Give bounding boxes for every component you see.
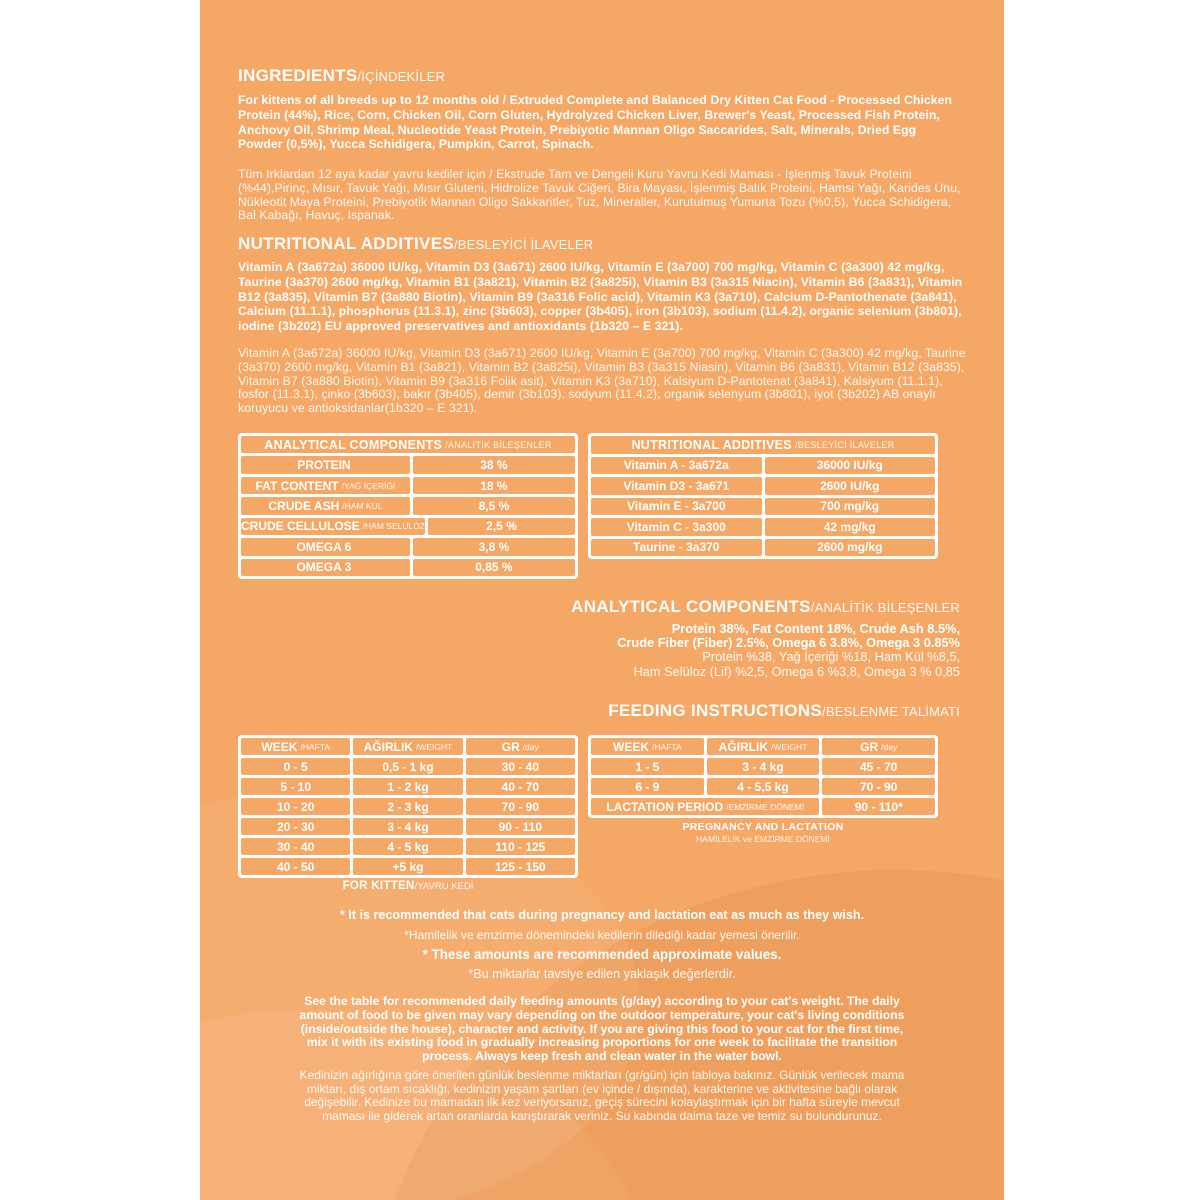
cell-weight: 3 - 4 kg <box>707 758 820 775</box>
row-value: 38 % <box>413 456 575 473</box>
table-row <box>591 518 935 536</box>
cell-week: 1 - 5 <box>591 758 704 775</box>
footnote-pregnancy-tr: *Hamilelik ve emzirme dönemindeki kedilerin dilediği kadar yemesi önerilir. <box>404 928 800 942</box>
header-grams <box>822 738 935 755</box>
cell-week: 0 - 5 <box>241 758 350 775</box>
cell-week: 10 - 20 <box>241 798 350 815</box>
footnote-pregnancy-en: * It is recommended that cats during pregnancy and lactation eat as much as they wish. <box>339 908 865 922</box>
row-label-en: OMEGA 3 <box>296 560 352 575</box>
row-label-en: FAT CONTENT <box>255 478 339 493</box>
header-weight-main: AĞIRLIK <box>718 739 768 754</box>
table-header-row <box>241 738 575 755</box>
table-row <box>591 498 935 516</box>
ingredients-heading-en: INGREDIENTS <box>238 66 358 85</box>
cell-grams: 110 - 125 <box>466 838 575 855</box>
additives-table-title-en: NUTRITIONAL ADDITIVES <box>631 437 792 452</box>
table-row <box>241 798 575 815</box>
pregnancy-table-caption <box>588 821 938 844</box>
pregnancy-caption-en: PREGNANCY AND LACTATION <box>682 821 844 833</box>
ingredients-text-tr: Tüm Irklardan 12 aya kadar yavru kediler için / Ekstrude Tam ve Dengeli Kuru Yavru Kedi Maması - İşlenmiş Tavuk Proteini (%44),Pirinç, Mısır, Tavuk Yağı, Mısır Gluteni, Hidrolize Tavuk Ciğeri, Bira Mayası, İşlenmiş Balık Proteini, Hamsi Yağı, Karides Unu, Nükleotit Maya Proteini, Prebiyotik Mannan Oligo Sakkaritler, Tuz, Mineraller, Kurutulmuş Yumurta Tozu (%0,5), Yucca Schidigera, Bal Kabağı, Havuç, Ispanak. <box>238 167 961 223</box>
cell-grams: 70 - 90 <box>822 778 935 795</box>
analytical-table-title-en: ANALYTICAL COMPONENTS <box>264 437 443 452</box>
row-label: Vitamin A - 3a672a <box>591 457 762 475</box>
row-value: 36000 IU/kg <box>765 457 936 475</box>
table-row <box>591 758 935 775</box>
table-row <box>241 538 575 555</box>
row-value: 0,85 % <box>413 559 575 576</box>
header-grams-sub: /day <box>522 741 539 752</box>
table-row <box>241 456 575 473</box>
feeding-note-tr: Kedinizin ağırlığına göre önerilen günlük beslenme miktarları (gr/gün) için tabloya bakınız. Günlük verilecek mama miktarı, dış ortam sıcaklığı, kedinizin yaşam şartları (ev içinde / dışında), karakterine ve aktivitesine bağlı olarak değişebilir. Kedinize bu mamadan ilk kez veriyorsanız, geçiş sürecini kolaylaştırmak için bir hafta süreyle mevcut maması ile giderek artan oranlarda karıştırarak veriniz. Su kabında daima taze ve temiz su bulundurunuz. <box>299 1068 905 1123</box>
cell-grams: 30 - 40 <box>466 758 575 775</box>
analytical-summary-text <box>540 622 960 679</box>
table-row <box>241 778 575 795</box>
header-grams-main: GR <box>860 739 879 754</box>
cell-weight: +5 kg <box>353 858 462 875</box>
cell-grams: 40 - 70 <box>466 778 575 795</box>
table-row <box>591 539 935 557</box>
row-label-en: OMEGA 6 <box>296 539 352 554</box>
row-label: Vitamin C - 3a300 <box>591 518 762 536</box>
row-value: 8,5 % <box>413 497 575 514</box>
table-row <box>591 778 935 795</box>
footnote-approx-en: * These amounts are recommended approximate values. <box>422 947 782 962</box>
nutritional-additives-heading-tr: /BESLEYİCİ İLAVELER <box>453 237 594 252</box>
lactation-label-en: LACTATION PERIOD <box>606 799 724 814</box>
cell-grams: 45 - 70 <box>822 758 935 775</box>
row-label-tr: /HAM SELÜLOZ <box>362 521 426 532</box>
summary-line: Ham Selüloz (Lif) %2,5, Omega 6 %3,8, Omega 3 % 0,85 <box>633 663 960 679</box>
row-label-en: PROTEIN <box>297 458 351 473</box>
lactation-label-tr: /EMZİRME DÖNEMİ <box>726 801 805 812</box>
row-label-tr: /HAM KÜL <box>342 500 383 511</box>
row-label-tr: /YAĞ İÇERİĞİ <box>341 480 396 491</box>
kitten-caption-tr: /YAVRU KEDİ <box>414 881 474 892</box>
row-label-en: CRUDE CELLULOSE <box>241 519 360 534</box>
cell-grams: 125 - 150 <box>466 858 575 875</box>
header-grams-sub: /day <box>881 741 898 752</box>
cell-weight: 2 - 3 kg <box>353 798 462 815</box>
lactation-value: 90 - 110* <box>822 798 935 815</box>
pregnancy-caption-tr: HAMİLELİK ve EMZİRME DÖNEMİ <box>696 834 830 844</box>
header-weight <box>353 738 462 755</box>
table-row <box>241 477 575 494</box>
ingredients-heading <box>238 66 445 86</box>
cell-weight: 1 - 2 kg <box>353 778 462 795</box>
row-label: Taurine - 3a370 <box>591 539 762 557</box>
analytical-summary-heading <box>571 597 960 617</box>
pregnancy-feeding-table <box>588 735 938 818</box>
analytical-summary-heading-en: ANALYTICAL COMPONENTS <box>571 597 811 616</box>
cell-week: 5 - 10 <box>241 778 350 795</box>
cell-weight: 0,5 - 1 kg <box>353 758 462 775</box>
cell-grams: 90 - 110 <box>466 818 575 835</box>
row-value: 2600 IU/kg <box>765 477 936 495</box>
table-row <box>241 559 575 576</box>
table-row <box>591 457 935 475</box>
nutritional-additives-heading <box>238 234 593 254</box>
feeding-heading-en: FEEDING INSTRUCTIONS <box>608 701 823 720</box>
header-week-sub: /HAFTA <box>300 741 330 752</box>
additives-table-title-tr: /BESLEYİCİ İLAVELER <box>794 439 895 450</box>
header-week <box>591 738 704 755</box>
ingredients-heading-tr: /İÇİNDEKİLER <box>357 69 446 84</box>
nutritional-additives-table <box>588 433 938 559</box>
cell-weight: 3 - 4 kg <box>353 818 462 835</box>
cell-week: 20 - 30 <box>241 818 350 835</box>
row-value: 18 % <box>413 477 575 494</box>
header-week-sub: /HAFTA <box>652 741 682 752</box>
label-content <box>200 0 1004 1200</box>
header-grams <box>466 738 575 755</box>
table-row <box>241 758 575 775</box>
nutritional-additives-heading-en: NUTRITIONAL ADDITIVES <box>238 234 454 253</box>
cell-week: 40 - 50 <box>241 858 350 875</box>
cell-week: 30 - 40 <box>241 838 350 855</box>
analytical-table-title <box>241 436 575 453</box>
analytical-table-title-tr: /ANALİTİK BİLEŞENLER <box>445 439 552 450</box>
summary-line: Protein %38, Yağ İçeriği %18, Ham Kül %8,5, <box>702 649 960 665</box>
header-grams-main: GR <box>501 739 520 754</box>
row-label: Vitamin D3 - 3a671 <box>591 477 762 495</box>
row-value: 2,5 % <box>428 518 575 535</box>
row-value: 3,8 % <box>413 538 575 555</box>
table-title-row <box>591 436 935 454</box>
kitten-feeding-table <box>238 735 578 878</box>
summary-line: Protein 38%, Fat Content 18%, Crude Ash 8.5%, <box>671 621 960 636</box>
lactation-row <box>591 798 935 815</box>
header-weight-sub: /WEIGHT <box>771 741 808 752</box>
nutritional-additives-text-en: Vitamin A (3a672a) 36000 IU/kg, Vitamin D3 (3a671) 2600 IU/kg, Vitamin E (3a700) 700 mg/kg, Vitamin C (3a300) 42 mg/kg, Taurine (3a370) 2600 mg/kg, Vitamin B1 (3a821), Vitamin B2 (3a825i), Vitamin B3 (3a315 Niacin), Vitamin B6 (3a831), Vitamin B12 (3a835), Vitamin B7 (3a880 Biotin), Vitamin B9 (3a316 Folic acid), Vitamin K3 (3a710), Calcium D-Pantothenate (3a841), Calcium (11.1.1), phosphorus (11.3.1), zinc (3b603), copper (3b405), iron (3b103), sodium (11.4.2), organic selenium (3b801), iodine (3b202) EU approved preservatives and antioxidants (1b320 – E 321). <box>238 260 963 334</box>
analytical-summary-heading-tr: /ANALİTİK BİLEŞENLER <box>810 600 960 615</box>
feeding-note-en: See the table for recommended daily feeding amounts (g/day) according to your cat's weight. The daily amount of food to be given may vary depending on the outdoor temperature, your cat's living conditions (inside/outside the house), character and activity. If you are giving this food to your cat for the first time, mix it with its existing food in gradually increasing proportions for one week to facilitate the transition process. Always keep fresh and clean water in the water bowl. <box>299 994 905 1064</box>
kitten-table-caption <box>238 876 578 894</box>
analytical-components-table <box>238 433 578 579</box>
table-row <box>241 818 575 835</box>
row-label <box>241 559 410 576</box>
row-value: 700 mg/kg <box>765 498 936 516</box>
footnote-approx-tr: *Bu miktarlar tavsiye edilen yaklaşık değerlerdir. <box>468 967 736 981</box>
table-row <box>241 838 575 855</box>
row-label <box>241 456 410 473</box>
header-week-main: WEEK <box>261 739 298 754</box>
cell-weight: 4 - 5 kg <box>353 838 462 855</box>
header-weight-main: AĞIRLIK <box>363 739 413 754</box>
row-label <box>241 538 410 555</box>
row-label <box>241 518 425 535</box>
row-value: 42 mg/kg <box>765 518 936 536</box>
row-value: 2600 mg/kg <box>765 539 936 557</box>
table-row <box>241 497 575 514</box>
header-weight-sub: /WEIGHT <box>415 741 453 752</box>
row-label <box>241 477 410 494</box>
row-label <box>241 497 410 514</box>
nutritional-additives-text-tr: Vitamin A (3a672a) 36000 IU/kg, Vitamin D3 (3a671) 2600 IU/kg, Vitamin E (3a700) 700 mg/kg, Vitamin C (3a300) 42 mg/kg, Taurine (3a370) 2600 mg/kg, Vitamin B1 (3a821), Vitamin B2 (3a825i), Vitamin B3 (3a315 Niasin), Vitamin B6 (3a831), Vitamin B12 (3a835), Vitamin B7 (3a880 Biotin), Vitamin B9 (3a316 Folik asit), Vitamin K3 (3a710), Kalsiyum D-Pantotenat (3a841), Kalsiyum (11.1.1), fosfor (11.3.1), çinko (3b603), bakır (3b405), demir (3b103), sodyum (11.4.2), organik selenyum (3b801), iyot (3b202) AB onaylı koruyucu ve antioksidanlar(1b320 – E 321). <box>238 346 966 416</box>
lactation-label <box>591 798 819 815</box>
cell-weight: 4 - 5,5 kg <box>707 778 820 795</box>
ingredients-text-en: For kittens of all breeds up to 12 months old / Extruded Complete and Balanced Dry Kitten Cat Food - Processed Chicken Protein (44%), Rice, Corn, Chicken Oil, Corn Gluten, Hydrolyzed Chicken Liver, Brewer's Yeast, Processed Fish Protein, Anchovy Oil, Shrimp Meal, Nucleotide Yeast Protein, Prebiyotic Mannan Oligo Saccarides, Salt, Minerals, Dried Egg Powder (0,5%), Yucca Schidigera, Pumpkin, Carrot, Spinach. <box>238 93 953 152</box>
table-row <box>591 477 935 495</box>
feeding-heading-tr: /BESLENME TALİMATI <box>822 704 960 719</box>
table-row <box>241 518 575 535</box>
cell-grams: 70 - 90 <box>466 798 575 815</box>
summary-line: Crude Fiber (Fiber) 2.5%, Omega 6 3.8%, Omega 3 0.85% <box>617 635 960 651</box>
table-header-row <box>591 738 935 755</box>
table-row <box>241 858 575 875</box>
header-week-main: WEEK <box>613 739 650 754</box>
header-weight <box>707 738 820 755</box>
feeding-instructions-heading <box>608 701 960 721</box>
additives-table-title <box>591 436 935 454</box>
header-week <box>241 738 350 755</box>
row-label-en: CRUDE ASH <box>268 498 340 513</box>
table-title-row <box>241 436 575 453</box>
kitten-caption-en: FOR KITTEN <box>342 880 415 892</box>
label-background <box>200 0 1004 1200</box>
cell-week: 6 - 9 <box>591 778 704 795</box>
row-label: Vitamin E - 3a700 <box>591 498 762 516</box>
